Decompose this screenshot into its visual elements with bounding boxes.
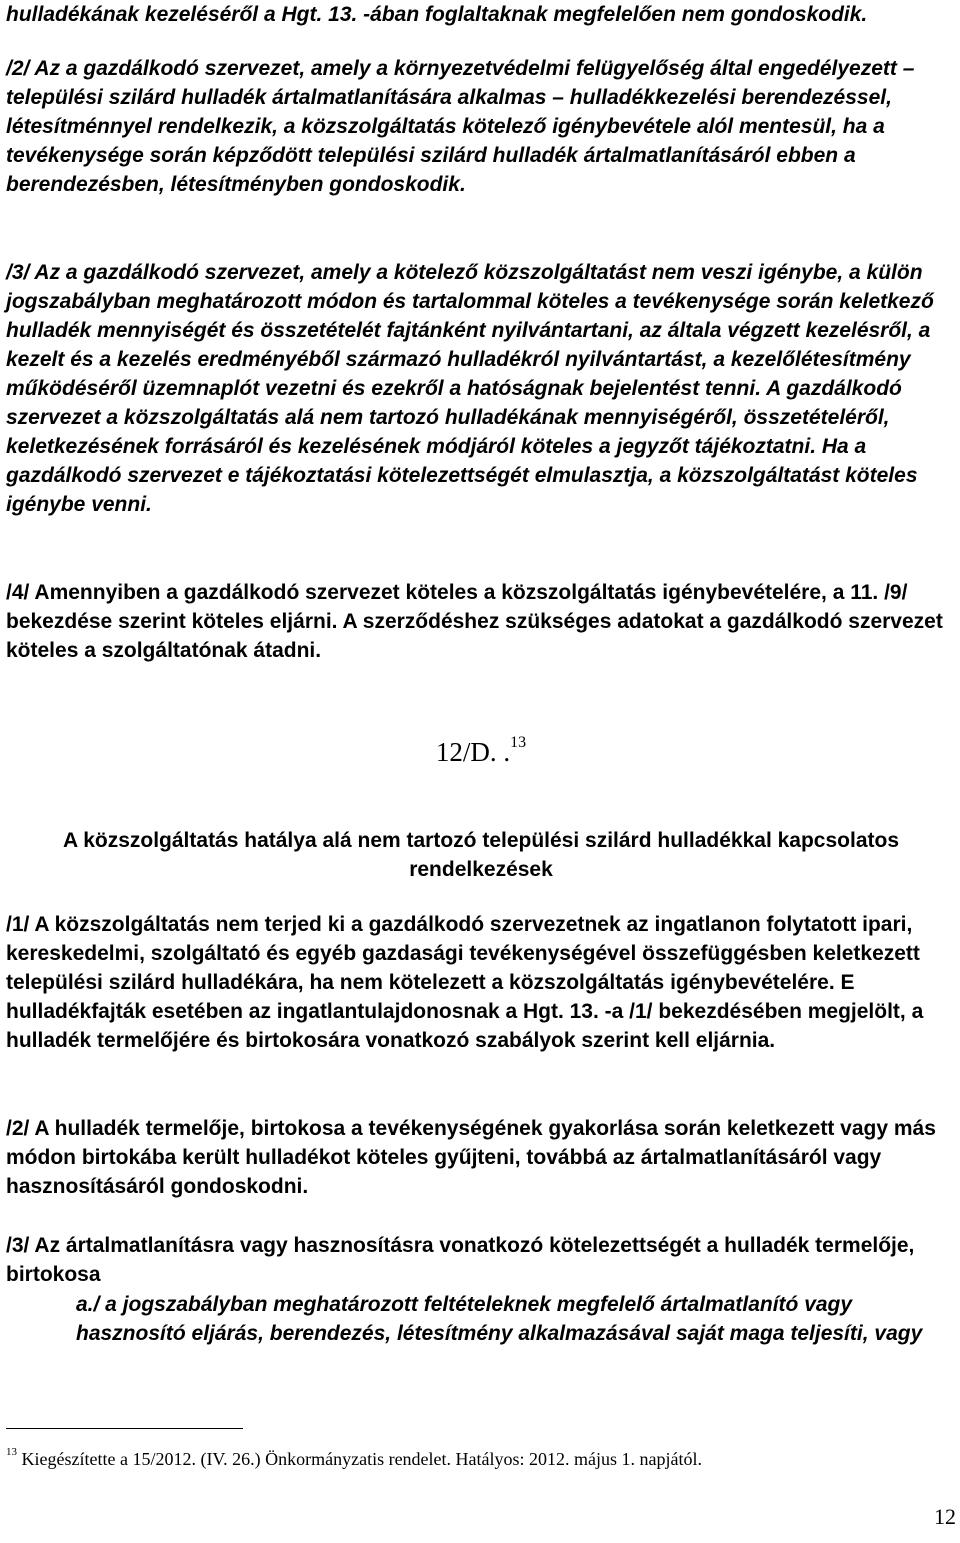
section-title: A közszolgáltatás hatálya alá nem tartozó települési szilárd hulladékkal kapcsolatos rendelkezések bbox=[62, 829, 899, 881]
paragraph-4: /4/ Amennyiben a gazdálkodó szervezet köteles a közszolgáltatás igénybevételére, a 11. /9/ bekezdése szerint köteles eljárni. A szerződéshez szükséges adatokat a gazdálkodó szervezet köteles a szolgáltatónak átadni. bbox=[6, 581, 943, 662]
paragraph-intro: hulladékának kezeléséről a Hgt. 13. -ában foglaltaknak megfelelően nem gondoskodik. bbox=[6, 3, 868, 26]
footnote-text: Kiegészítette a 15/2012. (IV. 26.) Önkormányzatis rendelet. Hatályos: 2012. május 1. napjától. bbox=[21, 1449, 703, 1469]
paragraph-2-italic: /2/ Az a gazdálkodó szervezet, amely a környezetvédelmi felügyelőség által engedélyezett – települési szilárd hulladék ártalmatlanítására alkalmas – hulladékkezelési berendezéssel, létesítménnyel rendelkezik, a közszolgáltatás kötelező igénybevétele alól mentesül, ha a tevékenysége során képződött települési szilárd hulladék ártalmatlanításáról ebben a berendezésben, létesítményben gondoskodik. bbox=[6, 57, 915, 196]
footnote bbox=[6, 1443, 956, 1471]
document-page bbox=[6, 0, 956, 1543]
footnote-divider bbox=[6, 1428, 243, 1429]
section-paragraph-2: /2/ A hulladék termelője, birtokosa a tevékenységének gyakorlása során keletkezett vagy más módon birtokába került hulladékot köteles gyűjteni, továbbá az ártalmatlanításáról vagy hasznosításáról gondoskodni. bbox=[6, 1117, 936, 1198]
footnote-number: 13 bbox=[6, 1446, 17, 1458]
section-number-text: 12/D. . bbox=[435, 737, 511, 767]
section-paragraph-3: /3/ Az ártalmatlanításra vagy hasznosításra vonatkozó kötelezettségét a hulladék termelője, birtokosa bbox=[6, 1234, 915, 1286]
footnote-ref: 13 bbox=[510, 734, 527, 751]
section-paragraph-1: /1/ A közszolgáltatás nem terjed ki a gazdálkodó szervezetnek az ingatlanon folytatott ipari, kereskedelmi, szolgáltató és egyéb gazdasági tevékenységével összefüggésben keletkezett települési szilárd hulladékára, ha nem kötelezett a közszolgáltatás igénybevételére. E hulladékfajták esetében az ingatlantulajdonosnak a Hgt. 13. -a /1/ bekezdésében megjelölt, a hulladék termelőjére és birtokosára vonatkozó szabályok szerint kell eljárnia. bbox=[6, 913, 924, 1052]
paragraph-3: /3/ Az a gazdálkodó szervezet, amely a kötelező közszolgáltatást nem veszi igénybe, a külön jogszabályban meghatározott módon és tartalommal köteles a tevékenysége során keletkező hulladék mennyiségét és összetételét fajtánként nyilvántartani, az általa végzett kezelésről, a kezelt és a kezelés eredményéből származó hulladékról nyilvántartást, a kezelőlétesítmény működéséről üzemnaplót vezetni és ezekről a hatóságnak bejelentést tenni. A gazdálkodó szervezet a közszolgáltatás alá nem tartozó hulladékának mennyiségéről, összetételéről, keletkezésének forrásáról és kezelésének módjáról köteles a jegyzőt tájékoztatni. Ha a gazdálkodó szervezet e tájékoztatási kötelezettségét elmulasztja, a közszolgáltatást köteles igénybe venni. bbox=[6, 261, 934, 516]
section-paragraph-3a: a./ a jogszabályban meghatározott feltételeknek megfelelő ártalmatlanító vagy hasznosító eljárás, berendezés, létesítmény alkalmazásával saját maga teljesíti, vagy bbox=[76, 1293, 923, 1345]
section-number bbox=[6, 734, 956, 768]
page-number: 12 bbox=[934, 1504, 956, 1529]
